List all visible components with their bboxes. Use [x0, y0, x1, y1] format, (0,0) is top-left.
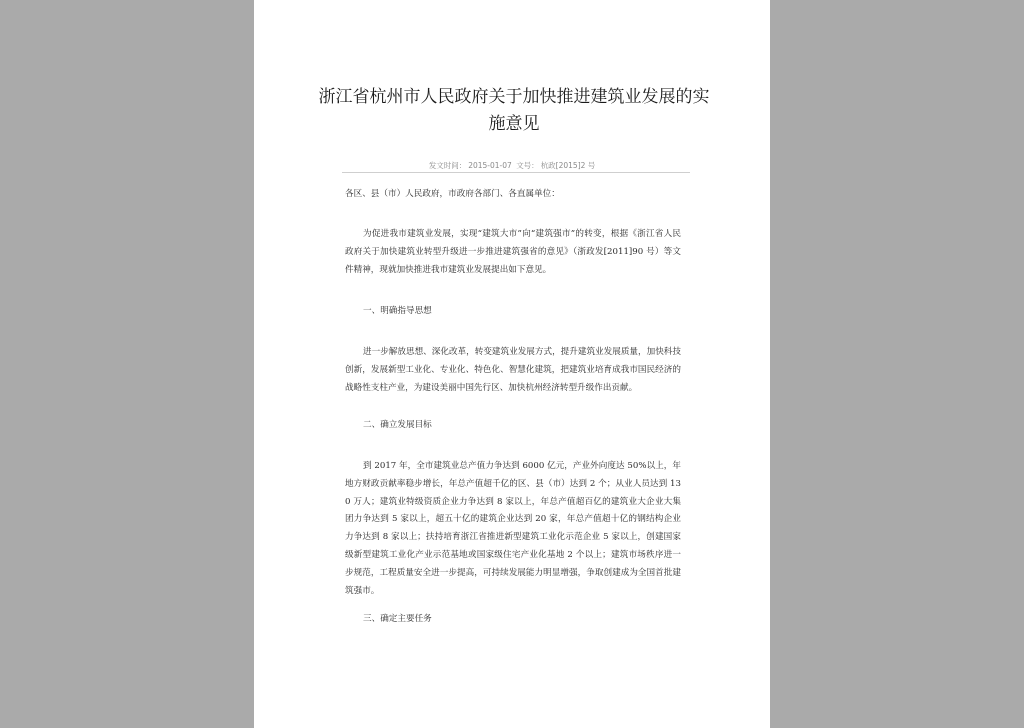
section-heading-1: 一、明确指导思想 — [363, 306, 432, 316]
salutation: 各区、县（市）人民政府，市政府各部门、各直属单位： — [345, 189, 560, 199]
section-body-2: 到 2017 年，全市建筑业总产值力争达到 6000 亿元，产业外向度达 50%以上，年地方财政贡献率稳步增长，年总产值超千亿的区、县（市）达到 2 个；从业人员达到 130 万人；建筑业特级资质企业力争达到 8 家以上，年总产值超百亿的建筑业大企业大集团力争达到 5 家以上，超五十亿的建筑企业达到 20 家，年总产值超十亿的钢结构企业力争达到 8 家以上；扶持培育浙江省推进新型建筑工业化示范企业 5 家以上，创建国家级新型建筑工业化产业示范基地或国家级住宅产业化基地 2 个以上；建筑市场秩序进一步规范，工程质量安全进一步提高，可持续发展能力明显增强，争取创建成为全国首批建筑强市。 — [345, 461, 681, 596]
document-page — [254, 0, 770, 728]
date-label: 发文时间： — [428, 161, 467, 170]
section-heading-3: 三、确定主要任务 — [363, 614, 432, 624]
title-divider — [342, 172, 690, 173]
section-heading-2: 二、确立发展目标 — [363, 420, 432, 430]
doc-number: 杭政[2015]2 号 — [540, 161, 596, 170]
document-meta — [254, 160, 770, 171]
intro-paragraph: 为促进我市建筑业发展，实现“建筑大市”向“建筑强市”的转变，根据《浙江省人民政府关于加快建筑业转型升级进一步推进建筑强省的意见》（浙政发[2011]90 号）等文件精神，现就加快推进我市建筑业发展提出如下意见。 — [345, 229, 681, 275]
section-body-1: 进一步解放思想、深化改革，转变建筑业发展方式，提升建筑业发展质量，加快科技创新，发展新型工业化、专业化、特色化、智慧化建筑，把建筑业培育成我市国民经济的战略性支柱产业，为建设美丽中国先行区、加快杭州经济转型升级作出贡献。 — [345, 347, 681, 393]
doc-number-label: 文号： — [516, 161, 539, 170]
issue-date: 2015-01-07 — [468, 161, 512, 170]
document-title: 浙江省杭州市人民政府关于加快推进建筑业发展的实施意见 — [318, 87, 710, 134]
